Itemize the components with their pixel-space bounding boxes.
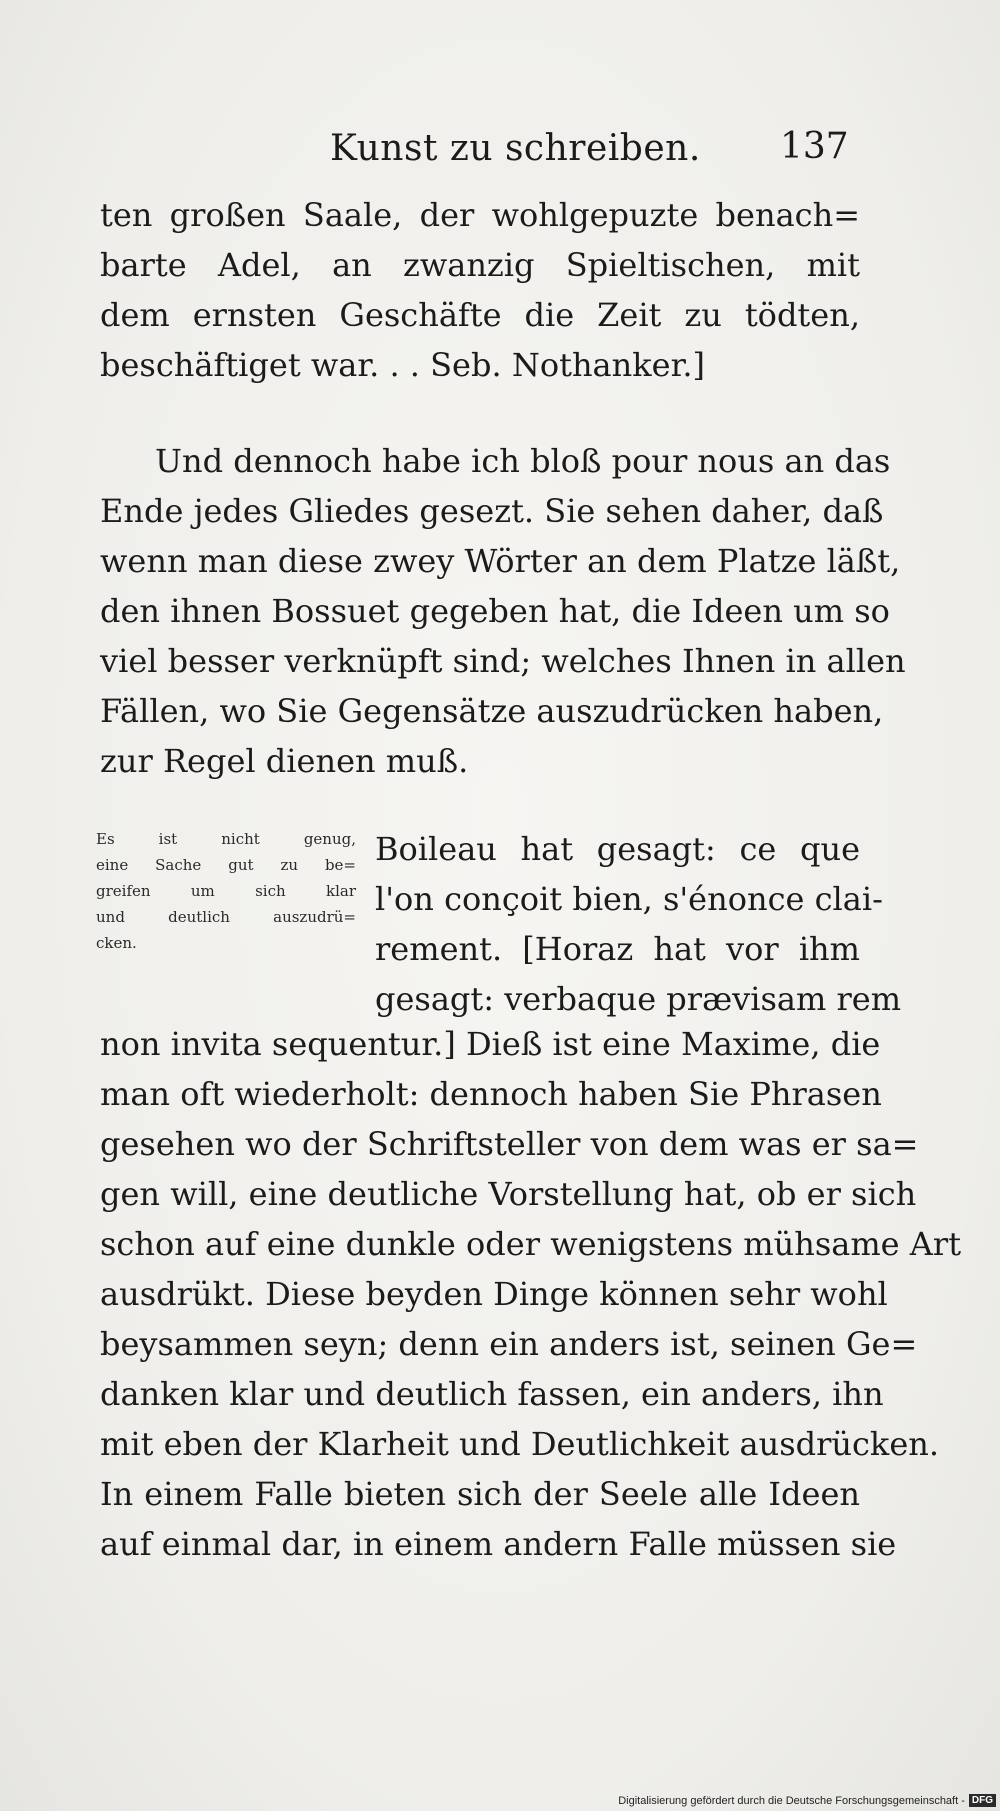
text-line: ten großen Saale, der wohlgepuzte benach= [100, 196, 860, 234]
text-line: Boileau hat gesagt: ce que [375, 830, 860, 868]
text-line: viel besser verknüpft sind; welches Ihnen in allen [100, 642, 906, 680]
page-number: 137 [780, 126, 849, 167]
text-line: mit eben der Klarheit und Deutlichkeit ausdrücken. [100, 1425, 940, 1463]
text-line: l'on conçoit bien, s'énonce clai- [375, 880, 883, 918]
margin-note-line: cken. [96, 934, 137, 952]
text-line: auf einmal dar, in einem andern Falle müssen sie [100, 1525, 897, 1563]
margin-note [96, 826, 356, 956]
text-line: In einem Falle bieten sich der Seele alle Ideen [100, 1475, 860, 1513]
digitization-credit-text: Digitalisierung gefördert durch die Deutsche Forschungsgemeinschaft - [618, 1794, 965, 1807]
text-line: gesehen wo der Schriftsteller von dem was er sa= [100, 1125, 919, 1163]
margin-note-line: Es ist nicht genug, [96, 830, 356, 848]
text-line: ausdrükt. Diese beyden Dinge können sehr wohl [100, 1275, 888, 1313]
text-line: Fällen, wo Sie Gegensätze auszudrücken haben, [100, 692, 884, 730]
text-line: gesagt: verbaque prævisam rem [375, 980, 902, 1018]
text-line: zur Regel dienen muß. [100, 742, 469, 780]
text-line: beysammen seyn; denn ein anders ist, seinen Ge= [100, 1325, 918, 1363]
dfg-logo: DFG [969, 1794, 996, 1807]
margin-note-line: greifen um sich klar [96, 882, 356, 900]
text-line: rement. [Horaz hat vor ihm [375, 930, 860, 968]
text-line: barte Adel, an zwanzig Spieltischen, mit [100, 246, 860, 284]
running-header-title: Kunst zu schreiben. [330, 128, 701, 169]
margin-note-line: und deutlich auszudrü= [96, 908, 356, 926]
text-line: gen will, eine deutliche Vorstellung hat, ob er sich [100, 1175, 917, 1213]
text-line: den ihnen Bossuet gegeben hat, die Ideen um so [100, 592, 890, 630]
digitization-credit [618, 1794, 996, 1807]
text-line: non invita sequentur.] Dieß ist eine Maxime, die [100, 1025, 881, 1063]
text-line: dem ernsten Geschäfte die Zeit zu tödten, [100, 296, 860, 334]
margin-note-line: eine Sache gut zu be= [96, 856, 356, 874]
text-line: man oft wiederholt: dennoch haben Sie Phrasen [100, 1075, 882, 1113]
text-line: schon auf eine dunkle oder wenigstens mühsame Art [100, 1225, 962, 1263]
text-line: danken klar und deutlich fassen, ein anders, ihn [100, 1375, 884, 1413]
text-line: Ende jedes Gliedes gesezt. Sie sehen daher, daß [100, 492, 884, 530]
text-line: beschäftiget war. . . Seb. Nothanker.] [100, 346, 705, 384]
text-line: wenn man diese zwey Wörter an dem Platze läßt, [100, 542, 901, 580]
text-line: Und dennoch habe ich bloß pour nous an das [155, 442, 891, 480]
